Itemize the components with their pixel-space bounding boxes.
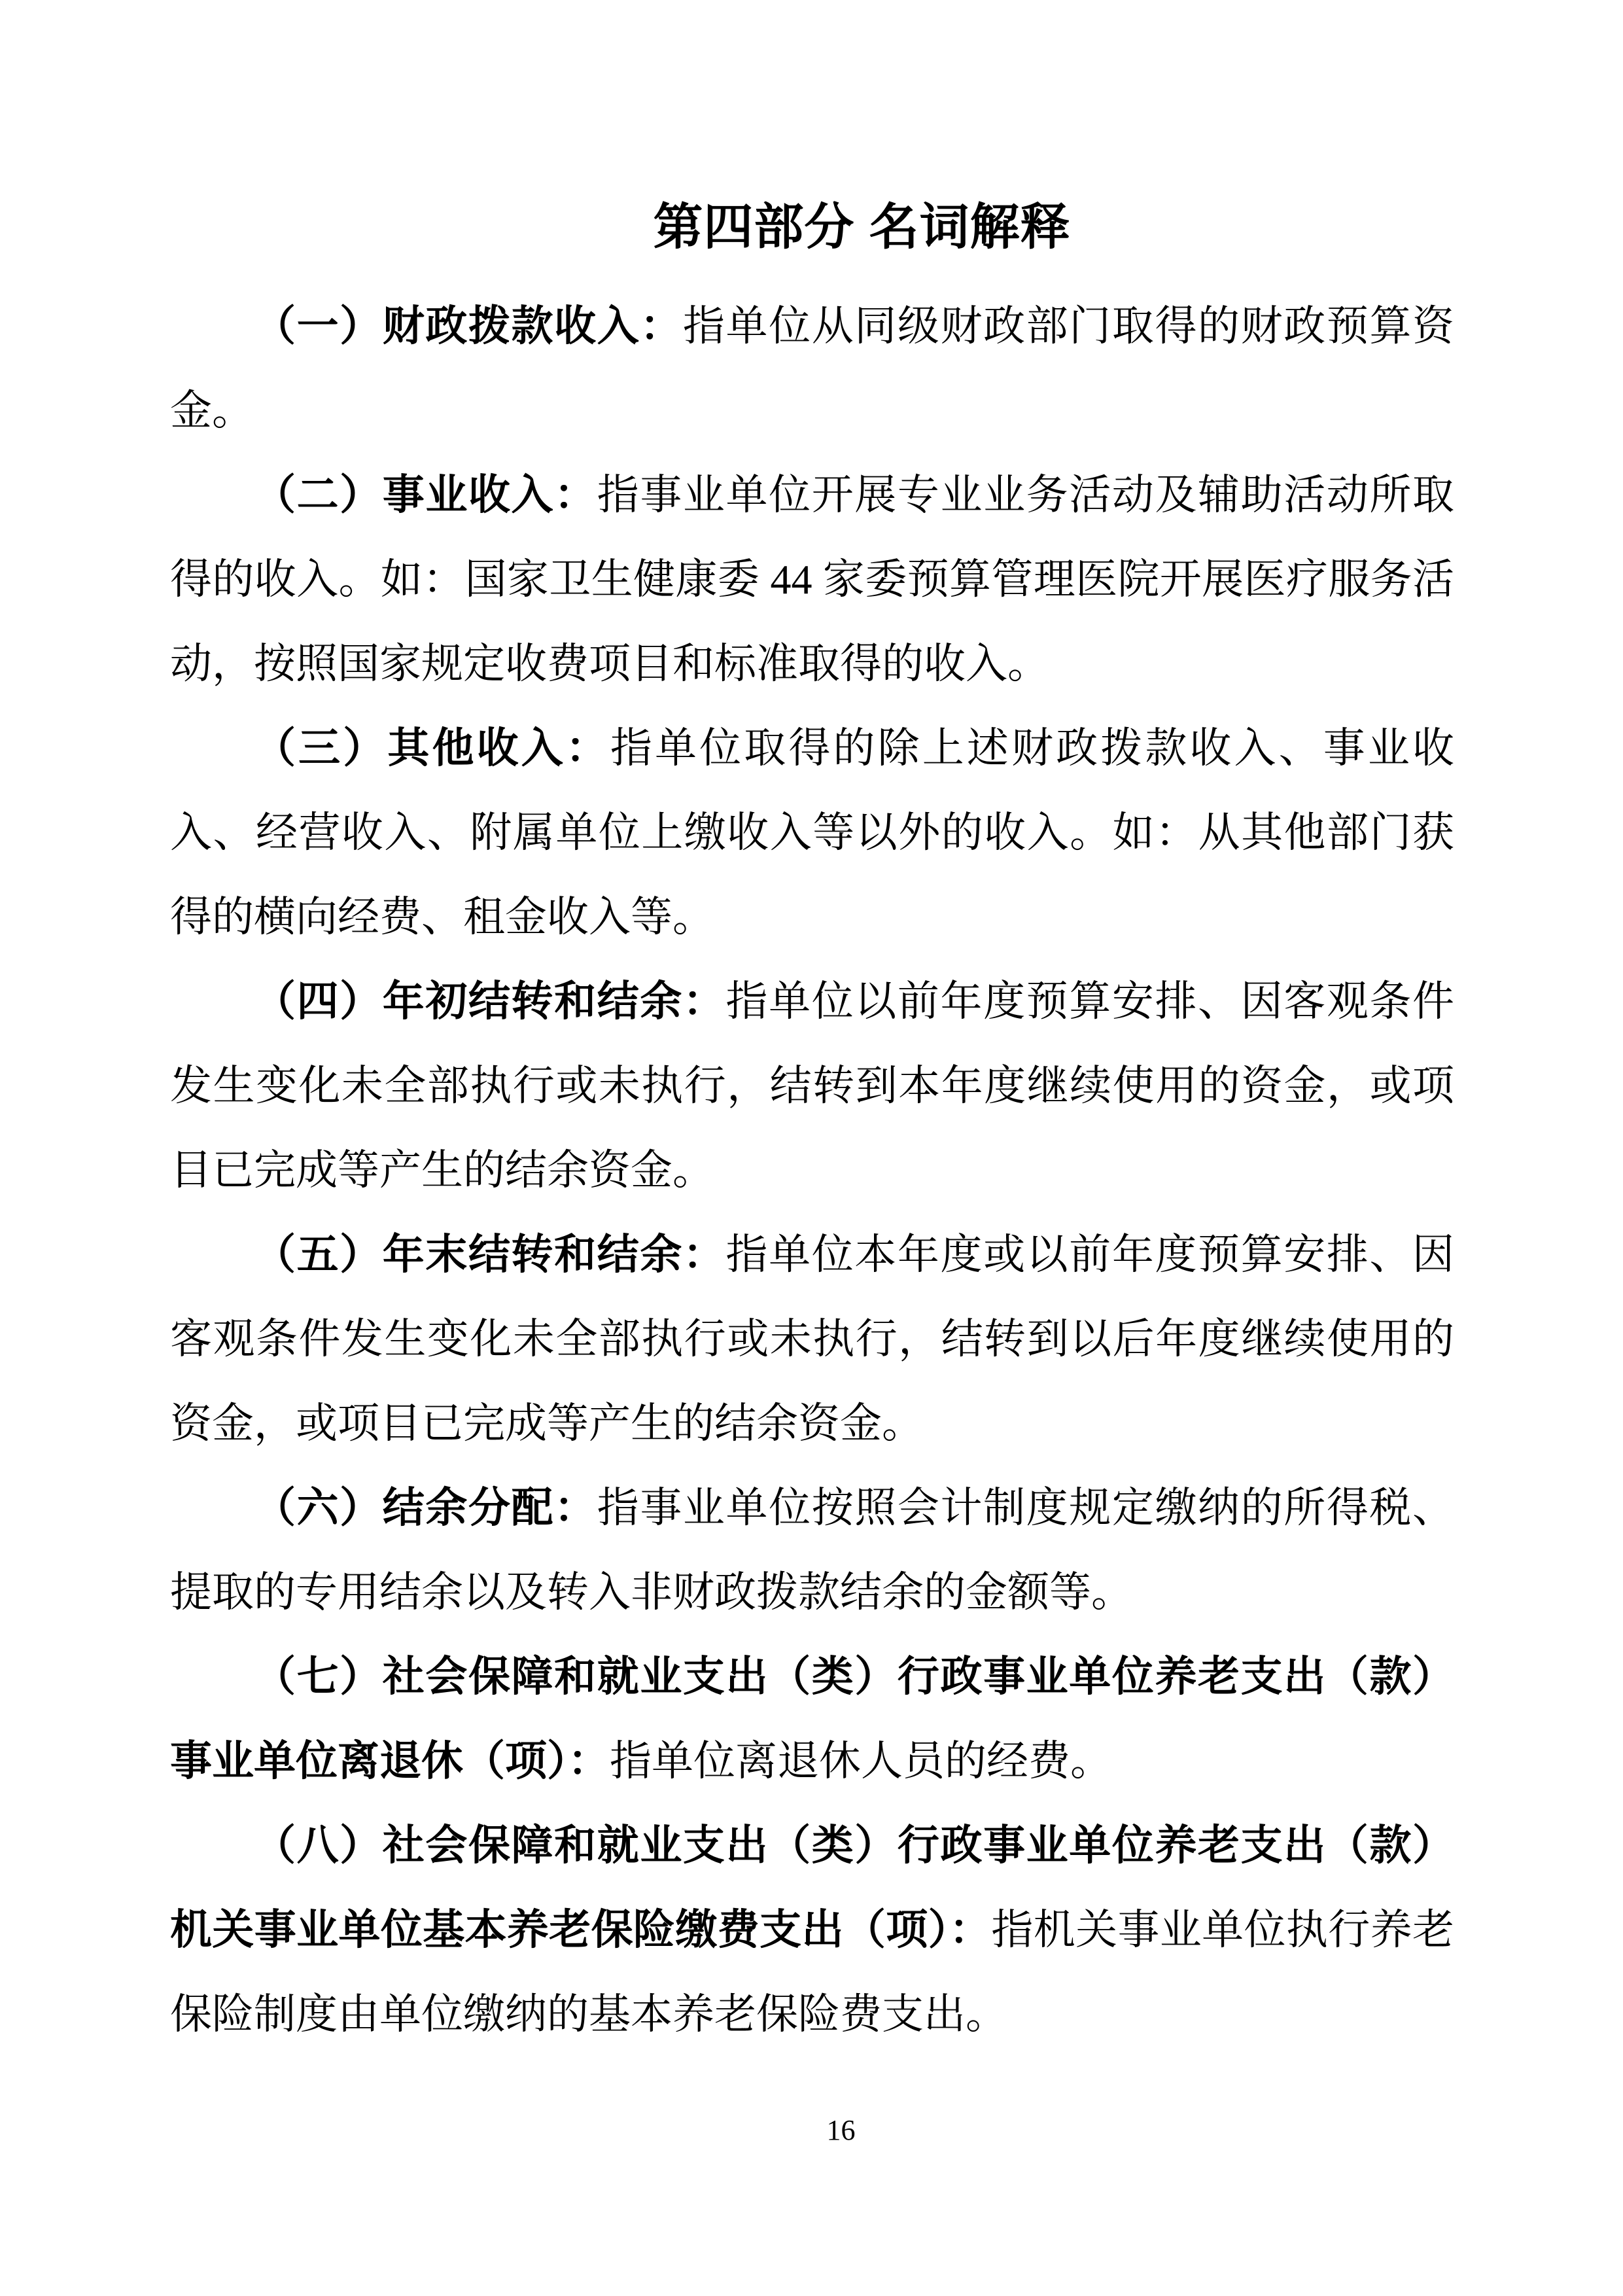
- page-number: 16: [826, 2114, 856, 2146]
- term-name: （四）年初结转和结余：: [254, 978, 726, 1025]
- term-definition: 指单位以前年度预算安排、因客观条件发生变化未全部执行或未执行，结转到本年度继续使用的资金，或项目已完成等产生的结余资金。: [170, 978, 1455, 1193]
- term-definition: 指事业单位按照会计制度规定缴纳的所得税、提取的专用结余以及转入非财政拨款结余的金额等。: [170, 1485, 1455, 1616]
- term-paragraph-7: [170, 1634, 1454, 1803]
- term-paragraph-8: [170, 1803, 1454, 2057]
- term-definition: 指事业单位开展专业业务活动及辅助活动所取得的收入。如：国家卫生健康委 44 家委预算管理医院开展医疗服务活动，按照国家规定收费项目和标准取得的收入。: [170, 472, 1455, 687]
- term-definition: 指单位从同级财政部门取得的财政预算资金。: [170, 303, 1455, 434]
- term-paragraph-5: [170, 1212, 1454, 1466]
- term-definition: 指单位取得的除上述财政拨款收入、事业收入、经营收入、附属单位上缴收入等以外的收入。如：从其他部门获得的横向经费、租金收入等。: [170, 725, 1455, 940]
- term-definition: 指机关事业单位执行养老保险制度由单位缴纳的基本养老保险费支出。: [170, 1907, 1455, 2038]
- term-paragraph-3: [170, 706, 1454, 959]
- page-title: 第四部分 名词解释: [653, 200, 1071, 255]
- term-name: （六）结余分配：: [254, 1485, 597, 1531]
- term-name: （二）事业收入：: [254, 472, 597, 518]
- term-paragraph-4: [170, 959, 1454, 1212]
- term-paragraph-2: [170, 453, 1454, 706]
- term-name: （三）其他收入：: [254, 725, 610, 771]
- term-definition: 指单位离退休人员的经费。: [610, 1738, 1112, 1784]
- term-paragraph-1: [170, 284, 1454, 453]
- term-name: （五）年末结转和结余：: [254, 1231, 726, 1278]
- term-name: （八）社会保障和就业支出（类）行政事业单位养老支出（款）机关事业单位基本养老保险缴费支出（项）：: [170, 1822, 1454, 1953]
- term-paragraph-6: [170, 1466, 1454, 1634]
- term-name: （七）社会保障和就业支出（类）行政事业单位养老支出（款）事业单位离退休（项）：: [170, 1653, 1454, 1784]
- term-name: （一）财政拨款收入：: [254, 303, 683, 349]
- term-definition: 指单位本年度或以前年度预算安排、因客观条件发生变化未全部执行或未执行，结转到以后年度继续使用的资金，或项目已完成等产生的结余资金。: [170, 1231, 1455, 1447]
